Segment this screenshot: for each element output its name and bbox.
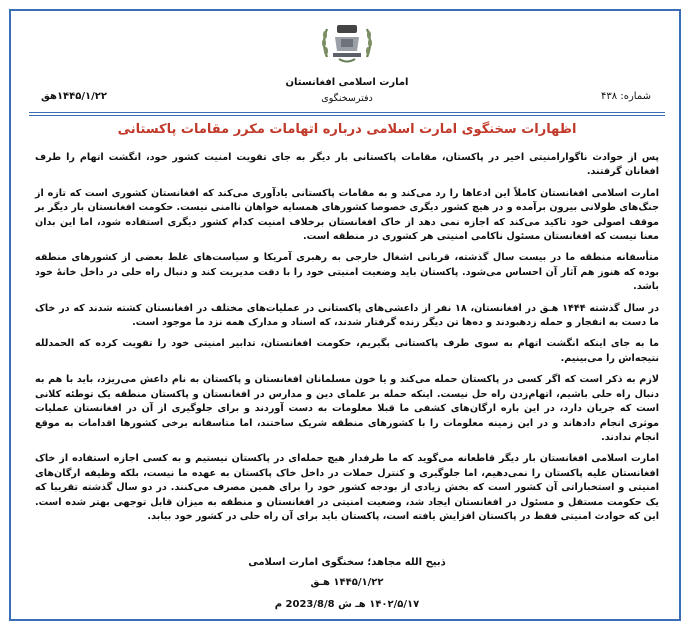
paragraph-4: در سال گذشته ۱۴۴۴ هـق در افغانستان، ۱۸ نفر از داعشی‌های پاکستانی در عملیات‌های مختلف در افغانستان کشته شدند که در خاک ما دست به انفجار و حمله زدهبودند و ده‌ها تن دیگر زنده گرفتار شدند، که اسناد و مدارک همه نزد ما موجود است. [35,302,659,329]
paragraph-7: امارت اسلامی افغانستان بار دیگر قاطعانه می‌گوید که ما طرفدار هیچ حمله‌ای در پاکستان نیستیم و به کسی اجازه استفاده از خاک افغانستان علیه پاکستان را نمی‌دهیم، اما جلوگیری و کنترل حملات در داخل خاک پاکستان به عهده ما نیست، بلکه وظیفه ارگان‌های امنیتی و استخباراتی آن کشور است که بخش زیادی از بودجه کشور خود را برای همین مصرف می‌کنند. در دو سال گذشته تقریبا که یک حکومت مستقل و مسئول در افغانستان ایجاد شد، وضعیت امنیتی در افغانستان و منطقه به میزان قابل توجهی بهتر شده است. این که حوادث امنیتی فقط در پاکستان افزایش یافته است، پاکستان باید برای آن راه حلی در کشور خود بیابد. [35,453,659,522]
paragraph-2: امارت اسلامی افغانستان کاملاً این ادعاها را رد می‌کند و به مقامات پاکستانی یادآوری می‌کند که افغانستان کشوری است که تازه از جنگ‌های طولانی بیرون برآمده و در هیچ کشور دیگری خصوصا کشورهای همسایه خواهان ناامنی نیست. حکومت افغانستان بار دیگر بر موقف اصولی خود تاکید می‌کند که اجازه نمی دهد از خاک افغانستان برخلاف امنیت کدام کشور دیگری استفاده شود، اما این بدان معنا نیست که افغانستان مسئول ناکامی امنیتی هر کشوری در منطقه است. [35,187,659,243]
signature-date-line: ۱۴۰۲/۵/۱۷ هـ ش 2023/8/8 م [274,599,420,610]
paragraph-5: ما به جای اینکه انگشت اتهام به سوی طرف پاکستانی بگیریم، حکومت افغانستان، تدابیر امنیتی خود را تقویت کرده که الحمدلله نتیجه‌اش را می‌بینیم. [35,338,659,364]
signature-name: ذبیح الله مجاهد؛ سخنگوی امارت اسلامی [248,557,446,568]
document-number: شماره: ۴۳۸ [601,91,651,102]
signature-hijri-date: ۱۴۴۵/۱/۲۲ هـق [310,577,384,588]
paragraph-3: متأسفانه منطقه ما در بیست سال گذشته، قربانی اشغال خارجی به رهبری آمریکا و سیاست‌های غلط بعضی از کشورهای منطقه بوده که هنوز هم آثار آن احساس می‌شود. پاکستان باید وضعیت امنیتی خود را با دقت مدیریت کند و دنبال راه حلی در داخل خانهٔ خود باشد. [35,252,659,293]
org-name: امارت اسلامی افغانستان [285,77,409,88]
paragraph-6: لازم به ذکر است که اگر کسی در پاکستان حمله می‌کند و یا خون مسلمانان افغانستان و پاکستان به نام داعش می‌ریزد، باید با هم به دنبال راه حلی باشیم، اتهام‌زدن راه حل نیست. اینکه حمله بر علمای دین و مدارس در افغانستان و پاکستان منطقه یک توطئه کلانی است که جریان دارد، در این باره ارگان‌های کشفی ما قبلا معلومات به دست آوردند و برای جلوگیری از آن در افغانستان عملیات موثری انجام دادهاند و در این زمینه معلومات را با کشورهای منطقه شریک ساختند، اما متاسفانه برخی کشورها اقدامات به موقع انجام ندادند. [35,374,659,443]
document-date: ۱۴۴۵/۱/۲۲هق [41,91,107,102]
header-divider-thin [29,115,665,116]
statement-title: اظهارات سخنگوی امارت اسلامی درباره اتهامات مکرر مقامات پاکستانی [117,122,577,137]
emirate-emblem-icon [317,17,377,67]
document-page [9,9,681,621]
header-divider [29,112,665,113]
office-name: دفترسخنگوی [321,93,373,104]
statement-body [35,151,659,531]
paragraph-1: پس از حوادث ناگوارامنیتی اخیر در پاکستان، مقامات پاکستانی بار دیگر به جای تقویت امنیت کشور خود، انگشت اتهام را طرف افغانان گرفتند. [35,152,659,178]
